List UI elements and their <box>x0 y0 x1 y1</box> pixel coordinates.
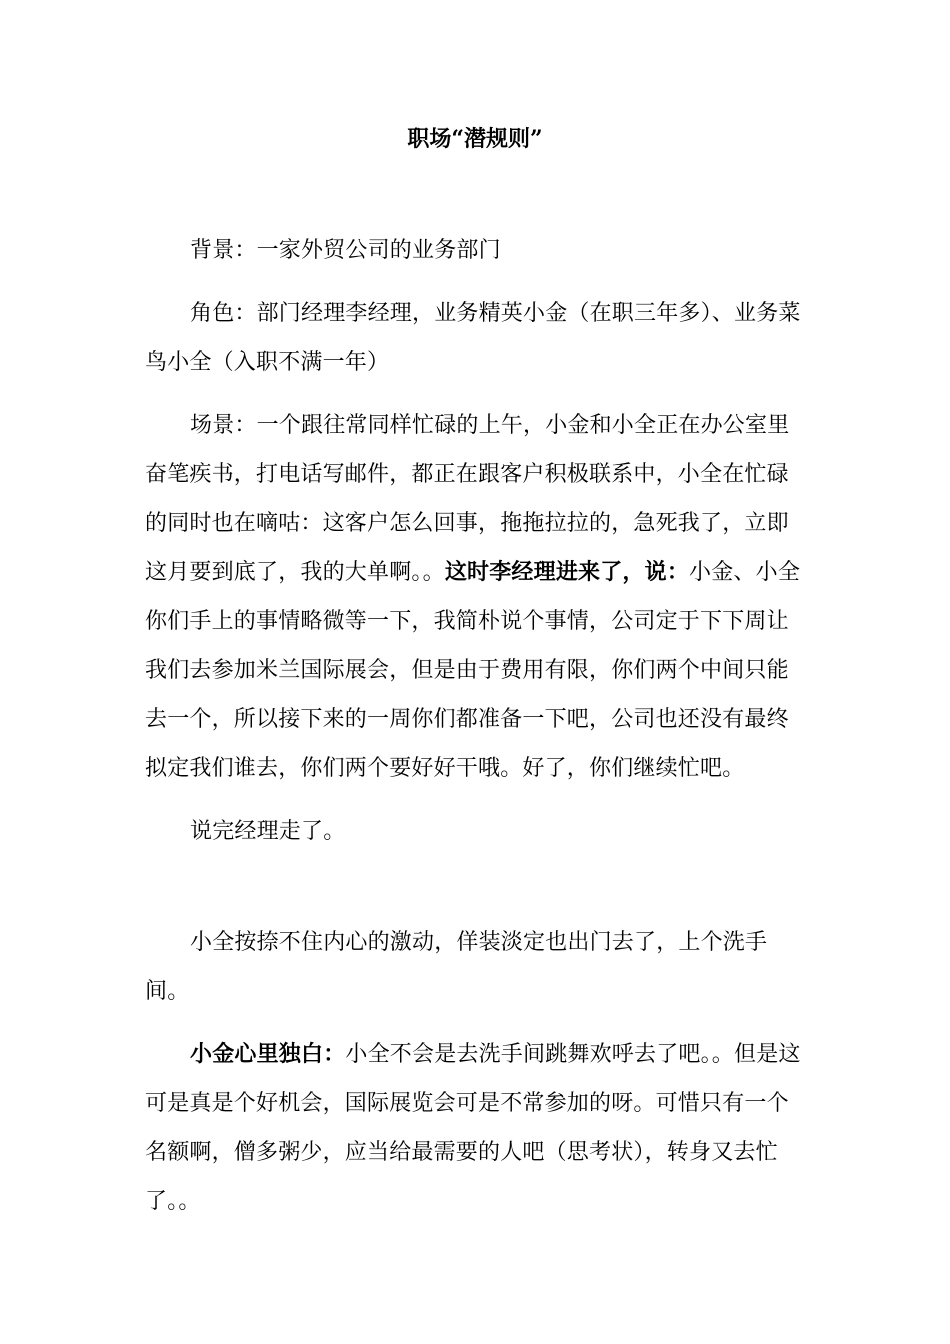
paragraph-background: 背景：一家外贸公司的业务部门 <box>190 238 501 263</box>
scene-text-part1: 场景：一个跟往常同样忙碌的上午，小金和小全正在办公室里奋笔疾书，打电话写邮件，都正在跟客户积极联系中，小全在忙碌的同时也在嘀咕：这客户怎么回事，拖拖拉拉的，急死我了，立即这月要到底了，我的大单啊。。 <box>145 413 790 585</box>
monologue-label: 小金心里独白： <box>190 1042 346 1067</box>
paragraph-scene <box>145 401 810 793</box>
paragraph-manager-left: 说完经理走了。 <box>190 819 346 844</box>
paragraph-xiaoquan: 小全按捺不住内心的激动，佯装淡定也出门去了，上个洗手间。 <box>145 930 768 1004</box>
scene-text-part2: 小金、小全你们手上的事情略微等一下，我简朴说个事情，公司定于下下周让我们去参加米兰国际展会，但是由于费用有限，你们两个中间只能去一个，所以接下来的一周你们都准备一下吧，公司也还没有最终拟定我们谁去，你们两个要好好干哦。好了，你们继续忙吧。 <box>145 560 801 781</box>
paragraph-monologue <box>145 1030 810 1226</box>
monologue-text: 小全不会是去洗手间跳舞欢呼去了吧。。但是这可是真是个好机会，国际展览会可是不常参加的呀。可惜只有一个名额啊，僧多粥少，应当给最需要的人吧（思考状），转身又去忙了。。 <box>145 1042 801 1214</box>
document-body <box>145 226 810 1226</box>
scene-bold-text: 这时李经理进来了，说： <box>444 560 690 585</box>
document-title: 职场“潜规则” <box>407 126 543 152</box>
paragraph-roles: 角色：部门经理李经理，业务精英小金（在职三年多）、业务菜鸟小全（入职不满一年） <box>145 301 801 375</box>
